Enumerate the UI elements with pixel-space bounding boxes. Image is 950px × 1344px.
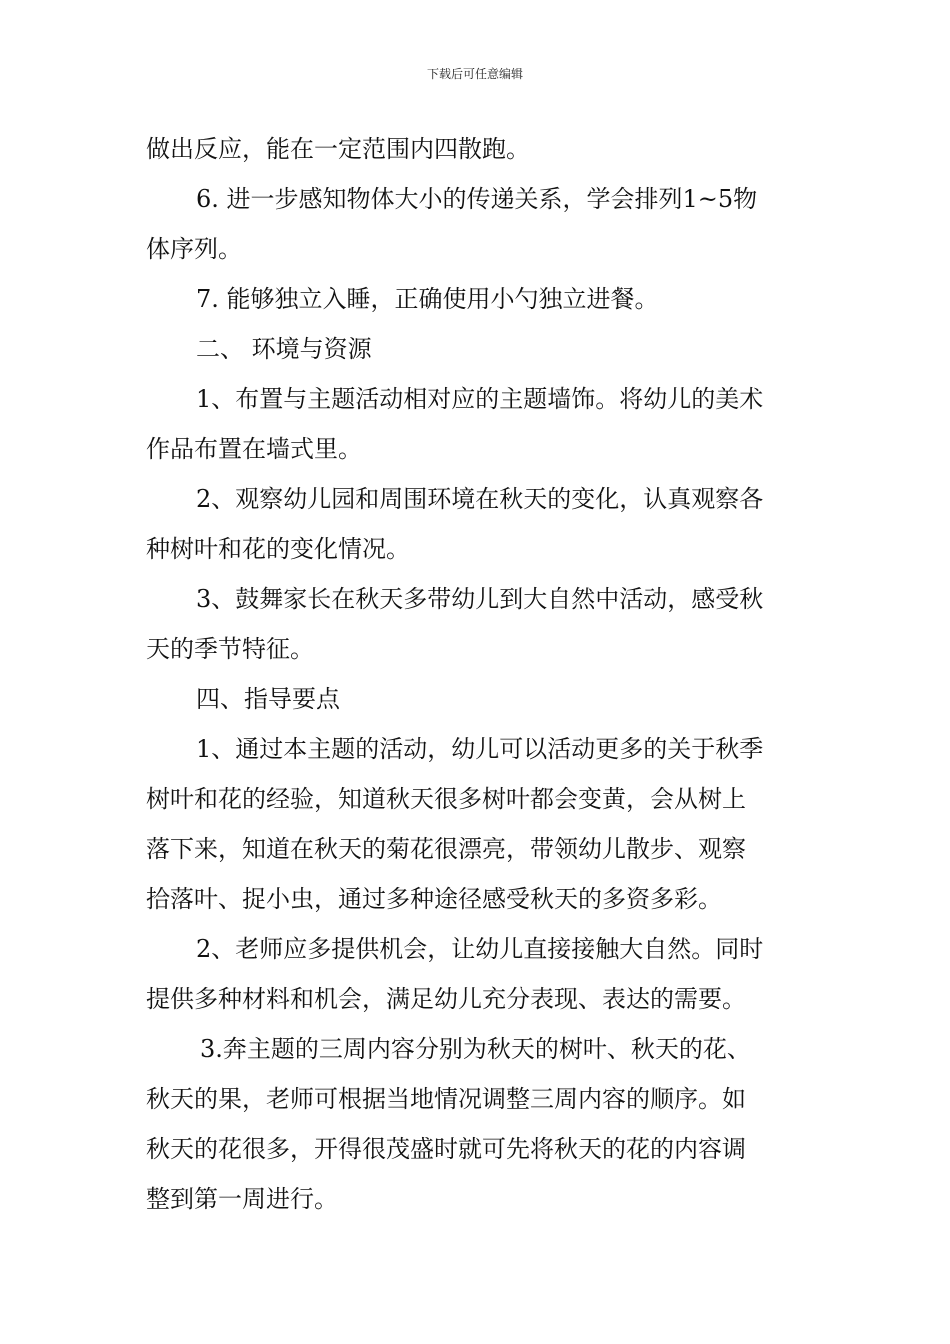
paragraph-line: 天的季节特征。 xyxy=(146,635,314,663)
paragraph-line: 提供多种材料和机会，满足幼儿充分表现、表达的需要。 xyxy=(146,985,746,1013)
paragraph-line: 作品布置在墙式里。 xyxy=(146,435,362,463)
document-body xyxy=(146,124,808,1224)
paragraph-line: 种树叶和花的变化情况。 xyxy=(146,535,410,563)
paragraph-line: 秋天的果，老师可根据当地情况调整三周内容的顺序。如 xyxy=(146,1085,746,1113)
paragraph-line: 1、通过本主题的活动，幼儿可以活动更多的关于秋季 xyxy=(196,735,764,763)
paragraph-line: 树叶和花的经验，知道秋天很多树叶都会变黄，会从树上 xyxy=(146,785,746,813)
paragraph-line: 秋天的花很多，开得很茂盛时就可先将秋天的花的内容调 xyxy=(146,1135,746,1163)
paragraph-line: 落下来，知道在秋天的菊花很漂亮，带领幼儿散步、观察 xyxy=(146,835,746,863)
paragraph-line: 3.奔主题的三周内容分别为秋天的树叶、秋天的花、 xyxy=(200,1035,751,1063)
section-heading: 四、指导要点 xyxy=(196,685,340,713)
paragraph-line: 2、老师应多提供机会，让幼儿直接接触大自然。同时 xyxy=(196,935,764,963)
paragraph-line: 整到第一周进行。 xyxy=(146,1185,338,1213)
section-heading: 二、 环境与资源 xyxy=(196,335,372,363)
paragraph-line: 1、布置与主题活动相对应的主题墙饰。将幼儿的美术 xyxy=(196,385,764,413)
paragraph-line: 拾落叶、捉小虫，通过多种途径感受秋天的多资多彩。 xyxy=(146,885,722,913)
page-header: 下载后可任意编辑 xyxy=(426,67,523,81)
paragraph-line: 体序列。 xyxy=(146,235,242,263)
paragraph-line: 做出反应，能在一定范围内四散跑。 xyxy=(146,135,530,163)
paragraph-line: 3、鼓舞家长在秋天多带幼儿到大自然中活动，感受秋 xyxy=(196,585,764,613)
paragraph-line: 7. 能够独立入睡，正确使用小勺独立进餐。 xyxy=(196,285,659,313)
paragraph-line: 6. 进一步感知物体大小的传递关系，学会排列1~5物 xyxy=(196,185,758,213)
paragraph-line: 2、观察幼儿园和周围环境在秋天的变化，认真观察各 xyxy=(196,485,764,513)
